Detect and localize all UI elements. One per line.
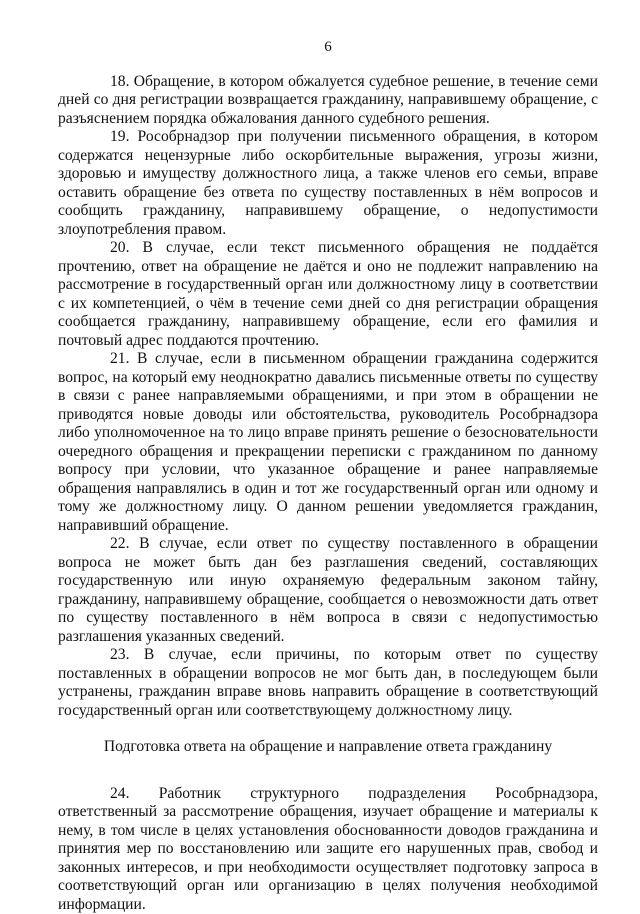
page-number: 6 — [58, 38, 598, 57]
paragraph-20: 20. В случае, если текст письменного обращения не поддаётся прочтению, ответ на обращение не даётся и оно не подлежит направлению на рассмотрение в государственный орган или должностному лицу в соответствии с их компетенцией, о чём в течение семи дней со дня регистрации обращения сообщается гражданину, направившему обращение, если его фамилия и почтовый адрес поддаются прочтению. — [58, 239, 598, 350]
paragraph-23: 23. В случае, если причины, по которым ответ по существу поставленных в обращении вопросов не мог быть дан, в последующем были устранены, гражданин вправе вновь направить обращение в соответствующий государственный орган или соответствующему должностному лицу. — [58, 646, 598, 720]
paragraph-22: 22. В случае, если ответ по существу поставленного в обращении вопроса не может быть дан без разглашения сведений, составляющих государственную или иную охраняемую федеральным законом тайну, гражданину, направившему обращение, сообщается о невозможности дать ответ по существу поставленного в нём вопроса в связи с недопустимостью разглашения указанных сведений. — [58, 535, 598, 646]
paragraph-24: 24. Работник структурного подразделения Рособрнадзора, ответственный за рассмотрение обращения, изучает обращение и материалы к нему, в том числе в целях установления обоснованности доводов гражданина и принятия мер по восстановлению или защите его нарушенных прав, свобод и законных интересов, и при необходимости осуществляет подготовку запроса в соответствующий орган или организацию в целях получения необходимой информации. — [58, 785, 598, 914]
paragraph-19: 19. Рособрнадзор при получении письменного обращения, в котором содержатся нецензурные либо оскорбительные выражения, угрозы жизни, здоровью и имуществу должностного лица, а также членов его семьи, вправе оставить обращение без ответа по существу поставленных в нём вопросов и сообщить гражданину, направившему обращение, о недопустимости злоупотребления правом. — [58, 128, 598, 239]
section-heading: Подготовка ответа на обращение и направление ответа гражданину — [58, 738, 598, 757]
paragraph-18: 18. Обращение, в котором обжалуется судебное решение, в течение семи дней со дня регистрации возвращается гражданину, направившему обращение, с разъяснением порядка обжалования данного судебного решения. — [58, 73, 598, 129]
paragraph-21: 21. В случае, если в письменном обращении гражданина содержится вопрос, на который ему неоднократно давались письменные ответы по существу в связи с ранее направляемыми обращениями, и при этом в обращении не приводятся новые доводы или обстоятельства, руководитель Рособрнадзора либо уполномоченное на то лицо вправе принять решение о безосновательности очередного обращения и прекращении переписки с гражданином по данному вопросу при условии, что указанное обращение и ранее направляемые обращения направлялись в один и тот же государственный орган или одному и тому же должностному лицу. О данном решении уведомляется гражданин, направивший обращение. — [58, 350, 598, 535]
